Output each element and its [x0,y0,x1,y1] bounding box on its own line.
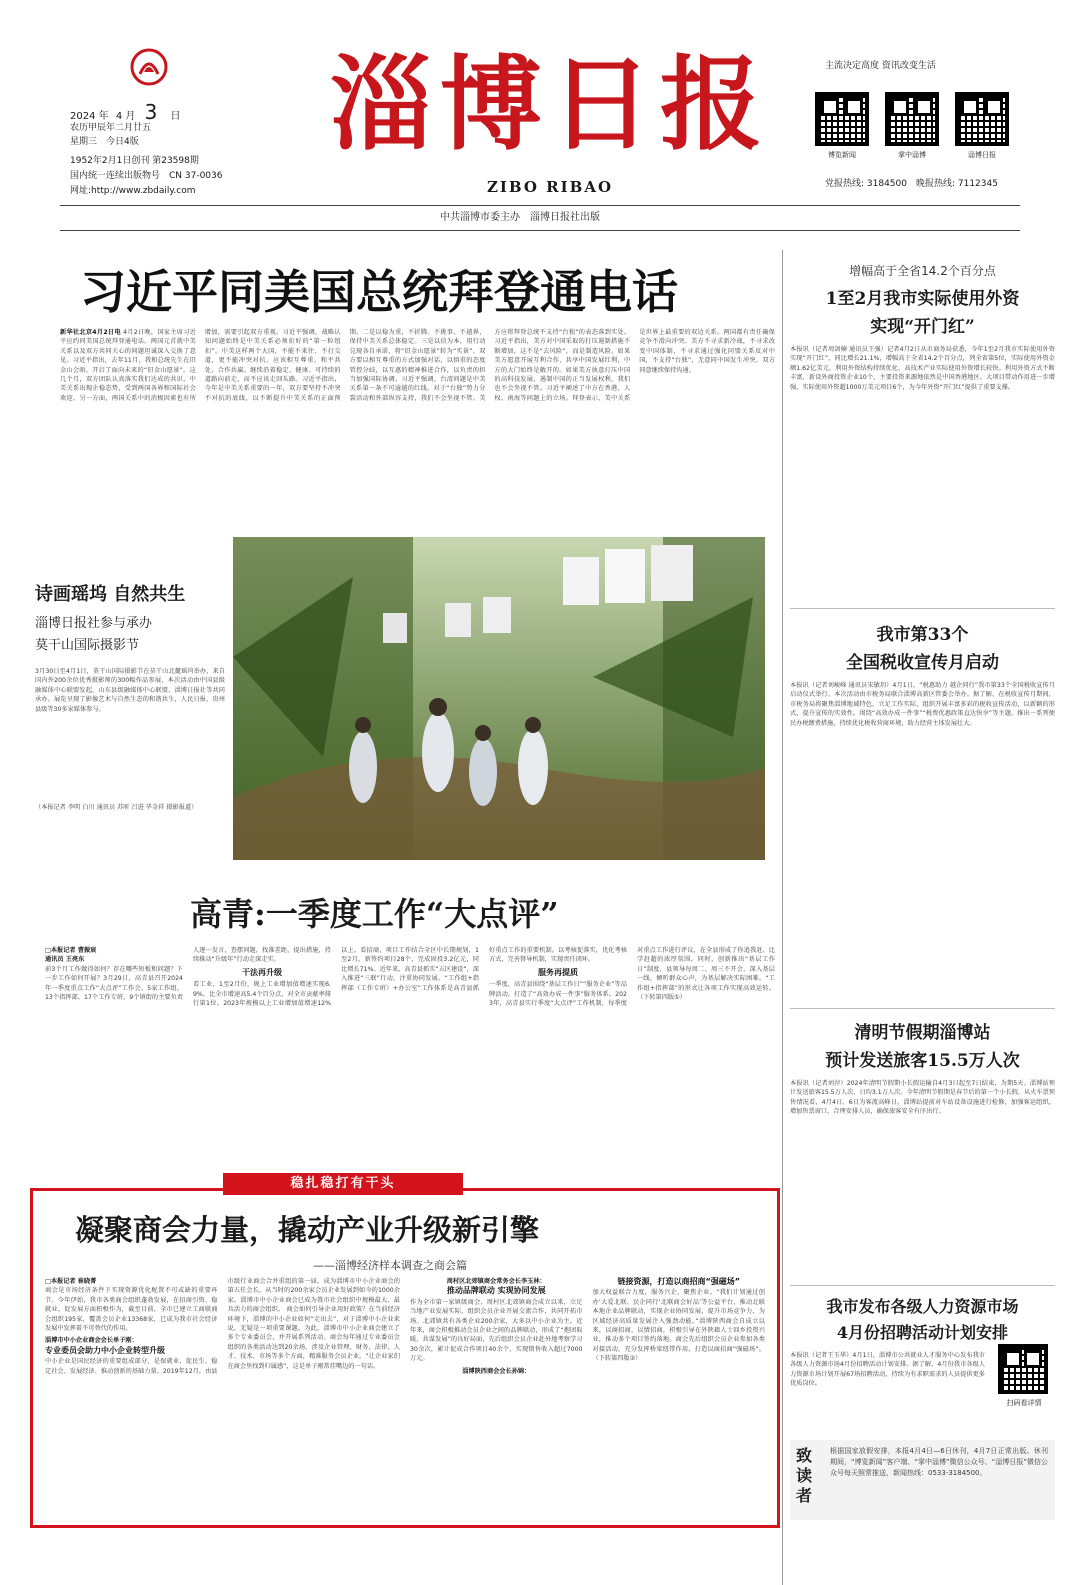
job-title-2: 4月份招聘活动计划安排 [836,1323,1009,1342]
lead-body [60,328,775,526]
issue-date [70,100,230,124]
founded-issue: 1952年2月1日创刊 第23598期 [70,156,199,166]
section-rule [790,1008,1055,1009]
feature-story [45,1277,765,1517]
slogan: 主流决定高度 资讯改变生活 [825,61,936,71]
train-title-1: 清明节假期淄博站 [854,1023,991,1043]
gaoqing-subhead-2: 服务再提质 [538,967,578,977]
date-year: 2024 年 [70,111,109,122]
gaoqing-headline[interactable]: 高青:一季度工作“大点评” [190,895,559,933]
photo-credit: （本报记者 李明 白川 通讯员 苏昕 吕进 毕金祥 摄影报道） [35,804,198,811]
date-day: 3 [144,100,158,124]
masthead-rule [60,205,1020,206]
section-rule [790,608,1055,609]
feature-box [30,1176,780,1528]
hotline: 党报热线: 3184500 晚报热线: 7112345 [825,179,998,189]
gaoqing-body-3: 一季度，高青县围绕“基层工作日”“服务企业”等品牌活动，打造了“高效办成一件事”服务体系。2023年，高青县实行季度“大点评”工作机制，每季度对重点工作进行评议，在全县形成了你追我赶、比学赶超的浓厚氛围。同时，创新推出“基层工作日”制度，县领导每周二、周三不开会，深入基层一线，倾听群众心声，为基层解决实际困难。“工作组+指挥部”的形式让各项工作实现高效运转。（下转第四版①） [489,947,775,1008]
weekday-pages: 星期三 今日4版 [70,137,139,147]
fdi-body: 本报讯（记者周剑楠 通讯员王强）记者4月2日从市商务局获悉，今年1至2月我市实际使用外资实现“开门红”，同比增长21.1%，增幅高于全省14.2个百分点，列全省第5位，实际使用外资金额1.62亿美元。利用外资结构持续优化，高技术产业实际使用外资增长较快。利用外资方式不断丰富，新设外商投资企业10个，主要投资来源地依然是中国香港地区。大项目带动作用进一步增强，实际使用外资超1000万美元项目6个，为今年外资“开门红”提供了重要支撑。 [790,346,1055,391]
job-note: 扫码看详情 [1006,1399,1042,1407]
feature-body-4: 作为全市第一家镇级商会，周村区北郊镇商会成立以来，立足当地产业发展实际，组织会员企业开展交流合作，共同开拓市场。北郊镇共有各类企业200余家，大多以中小企业为主。近年来，商会积极推动会员企业之间的品牌联动，形成了“抱团取暖、共谋发展”的良好局面，先后组织会员企业赴外地考察学习30余次，累计促成合作项目40余个，实现销售收入超过7000万元。 [410,1298,583,1363]
gaoqing-body-2: 看工业，1至2月份，规上工业增加值增速实现6.9%，比全市增速高5.4个百分点，对全市贡献率排行第1位。2023年规模以上工业增加值增速12%以上。看招商，项目工作结合全区中长期规划，1至2月，新签约项目28个，完成固投3.2亿元，同比增长71%。近年来，高青县抓实“五区建设”，深入推进“三联”行动，注重协同发展。“工作组+指挥部（工作专班）+办公室”工作体系是高青县抓好重点工作的重要机制。以考核促落实，优化考核方式，完善督导机制，实现责任闭环。 [193,947,627,1008]
reader-notice [790,1440,1055,1520]
newspaper-logo-icon [130,48,168,86]
photo-subtitle-2: 莫干山国际摄影节 [35,638,140,653]
feature-body-1: 商会是市场经济条件下实现资源优化配置不可或缺的重要环节。今年伊始，我市各类商会组织蓬勃发展，在招商引资、稳就业、促发展方面积极作为，截至目前，全市已建立工商联商会组织195家，覆盖会员企业13368家，已成为我市社会经济发展中发挥着不可替代的作用。 [45,1287,218,1333]
column-divider [782,250,783,1585]
sponsor-line: 中共淄博市委主办 淄博日报社出版 [440,212,600,223]
gaoqing-subhead-1: 干法再升级 [242,967,282,977]
exhibition-photo [233,537,765,860]
notice-body: 根据国家放假安排，本报4月4日—6日休刊，4月7日正常出版。休刊期间，“博览新闻”客户端、“掌中淄博”微信公众号、“淄博日报”微信公众号每天照常推送，新闻热线：0533-3184500。 [830,1447,1048,1477]
lunar-date: 农历甲辰年二月廿五 [70,123,152,133]
job-qr-code-icon[interactable] [998,1344,1048,1394]
lead-story [60,328,775,526]
feature-subhead-3: 周村区北郊镇商会常务会长李玉林： [446,1278,546,1285]
feature-byline: □本报记者 崔晓菁 [45,1278,97,1285]
notice-label: 致读者 [796,1446,813,1505]
date-day-suffix: 日 [170,111,181,122]
gaoqing-body-1: 前3个月工作做得如何？存在哪些短板和问题？下一步工作如何开展？3月29日，高青县召开2024年一季度重点工作“大点评”工作会。5家工作组、13个指挥部、17个工作专班、9个镇街的主要负责人逐一发言，查摆问题，找准差距，提出措施，持续推动“升级年”行动走深走实。 [45,947,331,1002]
gaoqing-body [45,946,775,1168]
date-month: 4 月 [115,111,136,122]
lead-headline[interactable]: 习近平同美国总统拜登通电话 [80,265,678,319]
cn-code: 国内统一连续出版物号 CN 37-0036 [70,171,223,181]
masthead-pinyin: ZIBO RIBAO [486,178,614,196]
qr-code-icon[interactable] [955,92,1009,146]
feature-body-2: 中小企业是国民经济的重要组成部分，是保就业、促民生、稳定社会、发展经济、推动创新的基础力量。2019年12月，由县市级行业商会合并重组的第一届，成为淄博市中小企业商会的第五任会长。从当时的200余家会员企业发展到如今的1000余家。淄博市中小企业商会已成为我市社会组织中规模最大、最具活力的商会组织。 [45,1278,400,1375]
qr-code-icon[interactable] [885,92,939,146]
train-body: 本报讯（记者刘淳）2024年清明节假期小长假运输自4月3日起至7日结束，为期5天。淄博站预计发送旅客15.5万人次，日均3.1万人次。今年清明节假期是春节后的第一个小长假，从火车票预售情况看，4月4日、6日为客流高峰日。淄博站提前对车站设备设施进行检修，加强客运组织，增加售票窗口，合理安排人员，确保旅客安全有序出行。 [790,1080,1055,1116]
job-body: 本报讯（记者王玉华）4月1日，淄博市公共就业人才服务中心发布我市各级人力资源市场4月份招聘活动计划安排。据了解，4月份我市各级人力资源市场计划开展67场招聘活动，持续为有求职需求的人员提供更多优质岗位。 [790,1352,985,1388]
photo-caption-block [35,580,225,880]
feature-subheadline: ——淄博经济样本调查之商会篇 [313,1259,467,1272]
fdi-kicker: 增幅高于全省14.2个百分点 [849,264,996,278]
feature-banner: 稳扎稳打有干头 [223,1173,463,1195]
gaoqing-byline-1: □本报记者 曹振宸 [45,947,97,954]
fdi-story[interactable] [790,262,1055,602]
tax-body: 本报讯（记者刘峻峰 通讯员宋敏玥）4月1日，“税惠助力 越企同行”我市第33个全国税收宣传月启动仪式举行。本次活动由市税务局联合淄博高新区管委会举办。据了解，在税收宣传月期间，市税务局将聚焦淄博地域特色，立足工作实际，组织开展丰富多彩的税收宣传活动，以新颖的形式，提升宣传的实效性。围绕“高效办成一件事”“税费优惠政策直达快享”等主题，推出一系列便民办税缴费措施，持续优化税收营商环境，助力经营主体发展壮大。 [790,682,1055,727]
photo-body: 3月30日至4月1日，莫干山国际摄影节在莫干山北麓瑶坞举办，来自国内外200余位优秀摄影师的300幅作品参展，本次活动由中国县级融媒体中心联盟发起，山东县级融媒体中心联盟、淄博日报社等共同承办。展览呈现了影像艺术与自然生态的和谐共生，人民日报、贵州县级等30多家媒体参与。 [35,668,225,713]
feature-subhead-1: 淄博市中小企业商会会长单子刚： [45,1337,138,1345]
tax-title-2: 全国税收宣传月启动 [846,653,999,673]
qr-label: 掌中淄博 [898,151,926,159]
fdi-title-2: 实现“开门红” [870,317,975,337]
feature-body-5: 加大权益联合力度，服务兴企，聚焦企业。“我们计划通过创办‘大爱北联、民企同行’北联商会好品’等公益平台，推动北联本地企业品牌联动，实现企业协同发展，提升市场竞争力，为区域经济高质量发展注入强劲动能。”淄博陕西商会自成立以来，以商招商、以情招商，积极引导在外陕籍人士回乡投资兴业，推动多个项目签约落地。商会先后组织会员企业参加各类对接活动，充分发挥桥梁纽带作用，打造以商招商“强磁场”。（下转第四版②） [592,1289,765,1363]
qr-code-icon[interactable] [815,92,869,146]
photo-title: 诗画瑶坞 自然共生 [35,584,186,605]
masthead-rule-2 [60,230,1020,231]
website-link[interactable]: 网址:http://www.zbdaily.com [70,186,196,196]
job-story[interactable] [790,1294,1055,1434]
feature-subhead-2: 专业委员会助力中小企业转型升级 [45,1345,165,1355]
qr-label: 淄博日报 [968,151,996,159]
lead-dateline: 新华社北京4月2日电 [60,329,121,336]
train-title-2: 预计发送旅客15.5万人次 [825,1051,1020,1071]
qr-label: 博览新闻 [828,151,856,159]
gaoqing-story [45,946,775,1168]
job-title-1: 我市发布各级人力资源市场 [826,1297,1019,1316]
section-rule [790,1285,1055,1286]
feature-subhead-6: 链接资源，打造以商招商“强磁场” [617,1277,740,1286]
masthead-title: 淄博日报 [330,45,770,165]
train-story[interactable] [790,1018,1055,1278]
feature-headline[interactable]: 凝聚商会力量，撬动产业升级新引擎 [75,1213,540,1247]
tax-title-1: 我市第33个 [876,625,969,645]
feature-subhead-5: 淄博陕西商会会长孙锦： [462,1367,531,1375]
gaoqing-byline-2: 通讯员 王亮东 [45,956,85,964]
qr-group [815,92,1015,172]
feature-subhead-4: 推动品牌联动 实现协同发展 [446,1286,546,1296]
feature-body [45,1277,765,1517]
photo-subtitle-1: 淄博日报社参与承办 [35,616,153,631]
lead-body-text: 4月2日晚，国家主席习近平应约同美国总统拜登通电话。两国元首就中美关系以及双方共同关心的问题坦诚深入交换了意见。习近平指出，去年11月，我和总统先生在旧金山会晤，开启了面向未来的“旧金山愿景”。这几个月，双方团队认真落实我们达成的共识，中美关系出现企稳态势，受到两国各界和国际社会欢迎。另一方面，两国关系中的消极因素也有所增加，需要引起双方重视。习近平强调，战略认知问题始终是中美关系必须扣好的“第一粒纽扣”。中美这样两个大国，不能不来往、不打交道，更不能冲突对抗，应该相互尊重、和平共处、合作共赢。继续沿着稳定、健康、可持续的道路向前走，而不应该走回头路。习近平指出，今年是中美关系重要的一年，双方要坚持不冲突不对抗的底线，以不断提升中美关系的正面预期。二是以稳为重，不折腾、不挑事、不越界，保持中美关系总体稳定。三是以信为本，用行动兑现各自承诺，将“旧金山愿景”转为“实景”。双方要以相互尊重的方式加强对话，以慎重的态度管控分歧，以互惠的精神推进合作，以负责的担当加强国际协调。习近平强调，台湾问题是中美关系第一条不可逾越的红线。对于“台独”势力分裂活动和外部纵容支持，我们不会坐视不管。美方应将拜登总统不支持“台独”的表态落到实处。习近平指出，美方对中国采取的打压遏制措施不断增加，这不是“去风险”，而是制造风险。如果美方愿意开展互利合作，共享中国发展红利，中方的大门始终是敞开的。如果美方执意打压中国的高科技发展，遏制中国的正当发展权利，我们也不会坐视不管。习近平阐述了中方在香港、人权、南海等问题上的立场。拜登表示，美中关系是世界上最重要的双边关系。两国都有责任确保竞争不滑向冲突。美方不寻求新冷战，不寻求改变中国体制，不寻求通过强化同盟关系反对中国，不支持“台独”，无意同中国发生冲突。双方同意继续保持沟通。 [60,329,775,402]
tax-story[interactable] [790,620,1055,1000]
masthead [0,0,1080,240]
feature-body-3: 商会如何引导企业用好政策？在当前经济环境下，淄博的中小企业如何“走出去”，对于淄博中小企业来说，无疑是一项重要课题。为此，淄博市中小企业商会建立了多个专业委员会，并开展系列活动。商会每年通过专业委员会组织的各类活动达到20余场，涉及企业管理、财务、法律、人才、技术、市场等多个方面，精准服务会员企业。“让企业家们在商会里找到归属感”，这是单子刚常挂嘴边的一句话。 [227,1306,401,1370]
fdi-title-1: 1至2月我市实际使用外资 [825,289,1020,309]
